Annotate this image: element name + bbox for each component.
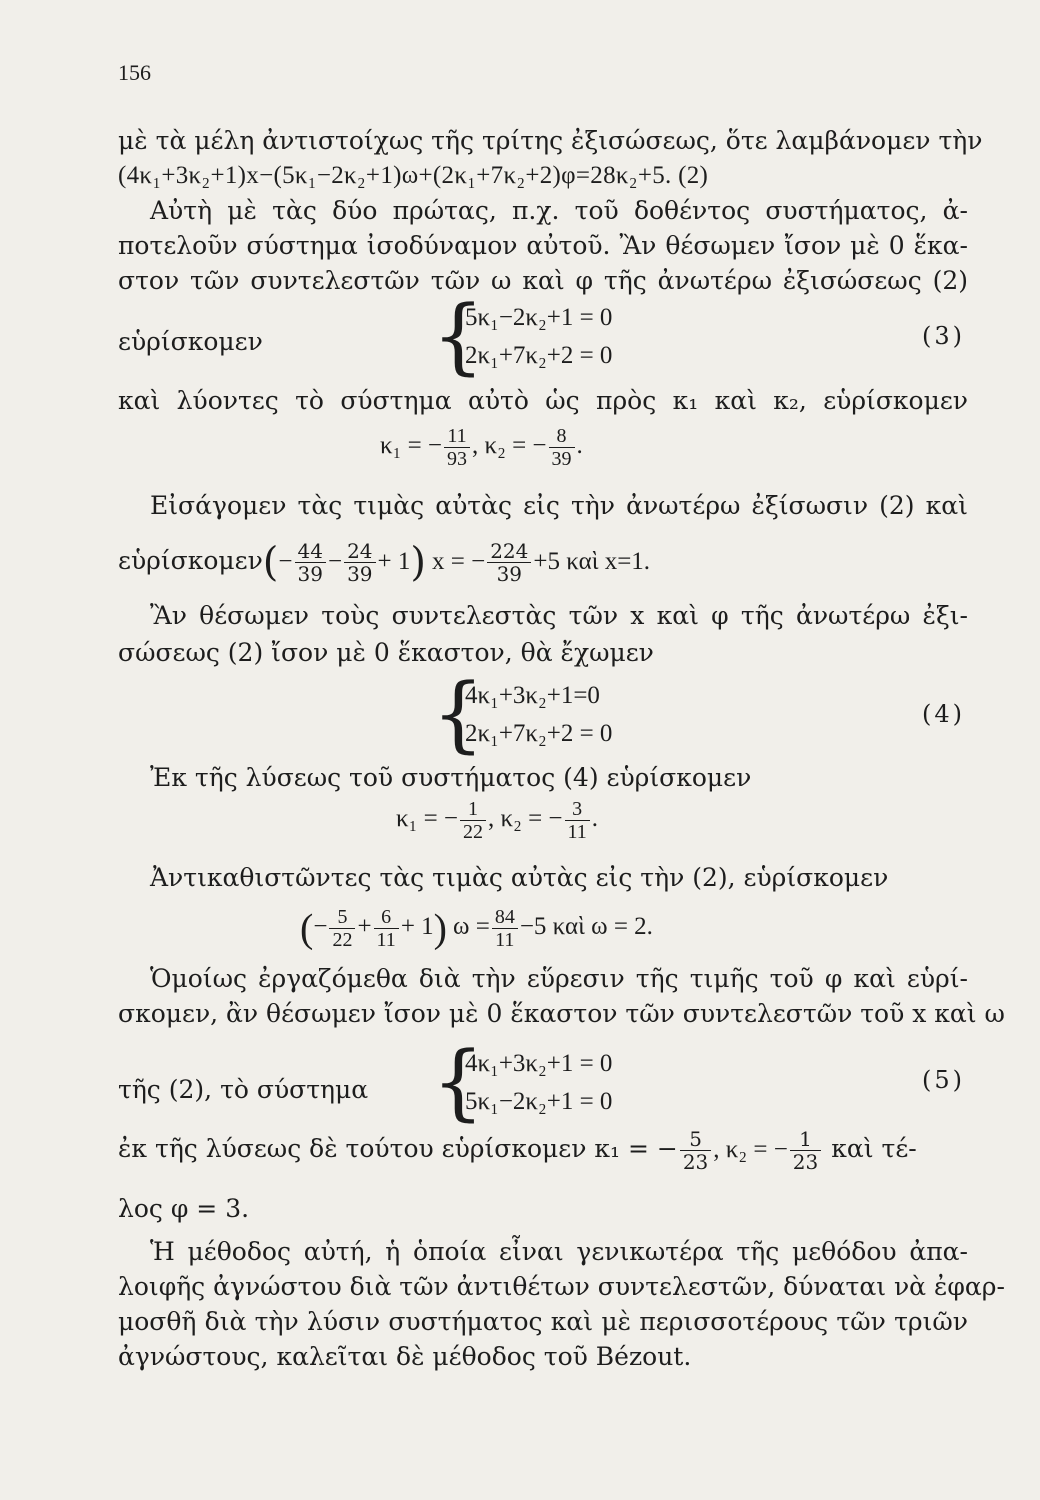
text-line-5: στον τῶν συντελεστῶν τῶν ω καὶ φ τῆς ἀνωτέρω ἐξισώσεως (2) bbox=[118, 266, 968, 295]
equation-number-5: (5) bbox=[922, 1066, 965, 1094]
fraction: $\frac{44}{39}$ bbox=[295, 540, 326, 585]
solution-2: κ₁ = − $\frac{1}{22}$ , κ₂ = − $\frac{3}{11}$ . bbox=[396, 798, 599, 843]
fraction: $\frac{8}{39}$ bbox=[549, 425, 575, 470]
text-line-14: ἐκ τῆς λύσεως δὲ τούτου εὑρίσκομεν κ₁ = − $\frac{5}{23}$ , κ₂ = − $\frac{1}{23}$ καὶ τέ- bbox=[118, 1127, 917, 1174]
text-line-11: Ἀντικαθιστῶντες τὰς τιμὰς αὐτὰς εἰς τὴν (2), εὑρίσκομεν bbox=[150, 863, 889, 892]
fraction: $\frac{11}{93}$ bbox=[444, 425, 470, 470]
text-line-10: Ἐκ τῆς λύσεως τοῦ συστήματος (4) εὑρίσκομεν bbox=[150, 763, 752, 792]
system-3-eq-2: 2κ₁+7κ₂+2 = 0 bbox=[465, 342, 613, 369]
fraction: $\frac{1}{23}$ bbox=[790, 1128, 821, 1173]
fraction: $\frac{6}{11}$ bbox=[374, 906, 399, 951]
system-5-eq-1: 4κ₁+3κ₂+1 = 0 bbox=[465, 1050, 613, 1077]
solution-2-k1: κ₁ = − bbox=[396, 805, 459, 833]
equation-2: (4κ₁+3κ₂+1)x−(5κ₁−2κ₂+1)ω+(2κ₁+7κ₂+2)φ=28κ₂+5. (2) bbox=[118, 162, 709, 189]
text-line-12: Ὁμοίως ἐργαζόμεθα διὰ τὴν εὕρεσιν τῆς τιμῆς τοῦ φ καὶ εὑρί- bbox=[150, 964, 968, 993]
solution-2-k2: , κ₂ = − bbox=[488, 805, 563, 833]
solution-1: κ₁ = − $\frac{11}{93}$ , κ₂ = − $\frac{8}{39}$ . bbox=[380, 425, 583, 470]
fraction: $\frac{224}{39}$ bbox=[487, 540, 531, 585]
system-3-label: εὑρίσκομεν bbox=[118, 327, 263, 356]
left-brace-icon: { bbox=[432, 1035, 485, 1130]
page-number: 156 bbox=[118, 60, 151, 85]
fraction: $\frac{3}{11}$ bbox=[565, 798, 590, 843]
fraction: $\frac{1}{22}$ bbox=[460, 798, 486, 843]
system-5-eq-2: 5κ₁−2κ₂+1 = 0 bbox=[465, 1088, 613, 1115]
text-line-7: Εἰσάγομεν τὰς τιμὰς αὐτὰς εἰς τὴν ἀνωτέρω ἐξίσωσιν (2) καὶ bbox=[150, 491, 968, 520]
text-line-8: Ἂν θέσωμεν τοὺς συντελεστὰς τῶν x καὶ φ τῆς ἀνωτέρω ἐξι- bbox=[150, 601, 968, 630]
left-brace-icon: { bbox=[432, 289, 485, 384]
fraction: $\frac{5}{23}$ bbox=[680, 1128, 711, 1173]
fraction: $\frac{24}{39}$ bbox=[344, 540, 375, 585]
text-line-18: μοσθῆ διὰ τὴν λύσιν συστήματος καὶ μὲ περισσοτέρους τῶν τριῶν bbox=[118, 1307, 968, 1336]
system-5-label: τῆς (2), τὸ σύστημα bbox=[118, 1075, 369, 1104]
system-4-eq-2: 2κ₁+7κ₂+2 = 0 bbox=[465, 720, 613, 747]
system-4-eq-1: 4κ₁+3κ₂+1=0 bbox=[465, 682, 600, 709]
text-line-15: λος φ = 3. bbox=[118, 1194, 250, 1223]
text-line-3: Αὐτὴ μὲ τὰς δύο πρώτας, π.χ. τοῦ δοθέντος συστήματος, ἀ- bbox=[150, 196, 968, 225]
fraction: $\frac{84}{11}$ bbox=[492, 906, 518, 951]
text-line-6: καὶ λύοντες τὸ σύστημα αὐτὸ ὡς πρὸς κ₁ καὶ κ₂, εὑρίσκομεν bbox=[118, 386, 968, 415]
text-line-17: λοιφῆς ἀγνώστου διὰ τῶν ἀντιθέτων συντελεστῶν, δύναται νὰ ἐφαρ- bbox=[118, 1272, 1005, 1301]
text-line-19: ἀγνώστους, καλεῖται δὲ μέθοδος τοῦ Bézout. bbox=[118, 1342, 692, 1371]
equation-number-3: (3) bbox=[922, 322, 965, 350]
equation-x: εὑρίσκομεν(− $\frac{44}{39}$ − $\frac{24}{39}$ + 1) x = − $\frac{224}{39}$ +5 καὶ x=1. bbox=[118, 539, 651, 586]
text-line-1: μὲ τὰ μέλη ἀντιστοίχως τῆς τρίτης ἐξισώσεως, ὅτε λαμβάνομεν τὴν bbox=[118, 126, 983, 155]
text-line-9: σώσεως (2) ἴσον μὲ 0 ἕκαστον, θὰ ἔχωμεν bbox=[118, 638, 654, 667]
solution-1-k2: , κ₂ = − bbox=[472, 432, 547, 460]
text-line-16: Ἡ μέθοδος αὐτή, ἡ ὁποία εἶναι γενικωτέρα τῆς μεθόδου ἀπα- bbox=[150, 1237, 968, 1266]
fraction: $\frac{5}{22}$ bbox=[329, 906, 355, 951]
equation-omega: (− $\frac{5}{22}$ + $\frac{6}{11}$ + 1) ω = $\frac{84}{11}$ −5 καὶ ω = 2. bbox=[300, 905, 653, 951]
solution-1-k1: κ₁ = − bbox=[380, 432, 443, 460]
text-line-13: σκομεν, ἂν θέσωμεν ἴσον μὲ 0 ἕκαστον τῶν συντελεστῶν τοῦ x καὶ ω bbox=[118, 999, 1005, 1028]
left-brace-icon: { bbox=[432, 667, 485, 762]
equation-number-4: (4) bbox=[922, 700, 965, 728]
text-line-4: ποτελοῦν σύστημα ἰσοδύναμον αὐτοῦ. Ἂν θέσωμεν ἴσον μὲ 0 ἕκα- bbox=[118, 231, 968, 260]
system-3-eq-1: 5κ₁−2κ₂+1 = 0 bbox=[465, 304, 613, 331]
